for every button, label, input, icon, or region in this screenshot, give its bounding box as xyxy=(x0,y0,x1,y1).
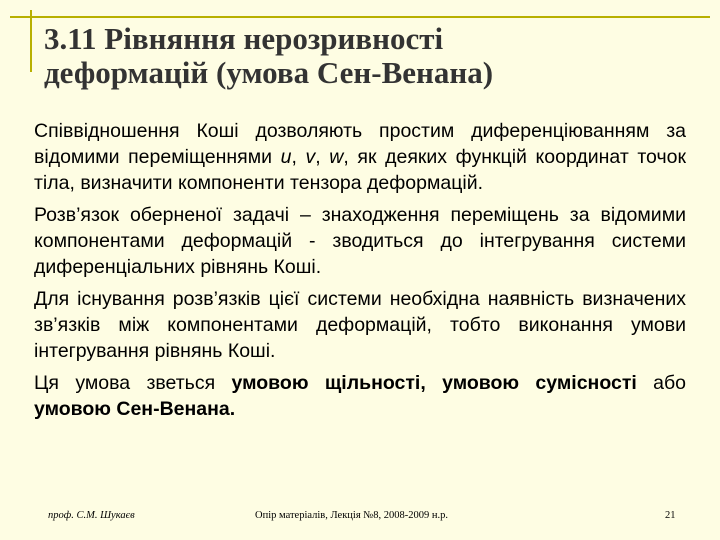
frame-top-line xyxy=(10,16,710,18)
p1-text: Співвідношення Коші дозволяють простим диференціюванням за відомими переміщеннями xyxy=(34,120,686,168)
frame-left-line xyxy=(30,10,32,72)
var-v: v xyxy=(305,146,316,168)
title-line-1: 3.11 Рівняння нерозривності xyxy=(44,21,444,56)
var-u: u xyxy=(280,146,292,168)
paragraph-1 xyxy=(34,118,686,196)
p1-text-end: , як деяких функцій координат точок тіла, визначити компоненти тензора деформацій. xyxy=(34,146,687,194)
slide-title xyxy=(44,22,704,90)
title-line-2: деформацій (умова Сен-Венана) xyxy=(44,55,494,90)
slide-body xyxy=(34,118,686,428)
footer-page-number: 21 xyxy=(665,510,676,521)
p4-bold-saint-venant: умовою Сен-Венана. xyxy=(34,398,236,420)
p1-sep1: , xyxy=(291,146,306,168)
paragraph-4 xyxy=(34,370,686,422)
p4-bold-terms: умовою щільності, умовою сумісності xyxy=(231,372,637,394)
p1-sep2: , xyxy=(315,146,330,168)
footer-course: Опір матеріалів, Лекція №8, 2008-2009 н.р. xyxy=(255,510,449,521)
p4-start: Ця умова зветься xyxy=(34,372,232,394)
paragraph-2: Розв’язок оберненої задачі – знаходження переміщень за відомими компонентами деформацій - зводиться до інтегрування системи диференціальних рівнянь Коші. xyxy=(34,204,686,278)
paragraph-3: Для існування розв’язків цієї системи необхідна наявність визначених зв’язків між компонентами деформацій, тобто виконання умови інтегрування рівнянь Коші. xyxy=(34,288,686,362)
footer-author: проф. С.М. Шукаєв xyxy=(48,510,135,521)
p4-mid: або xyxy=(636,372,687,394)
var-w: w xyxy=(329,146,344,168)
